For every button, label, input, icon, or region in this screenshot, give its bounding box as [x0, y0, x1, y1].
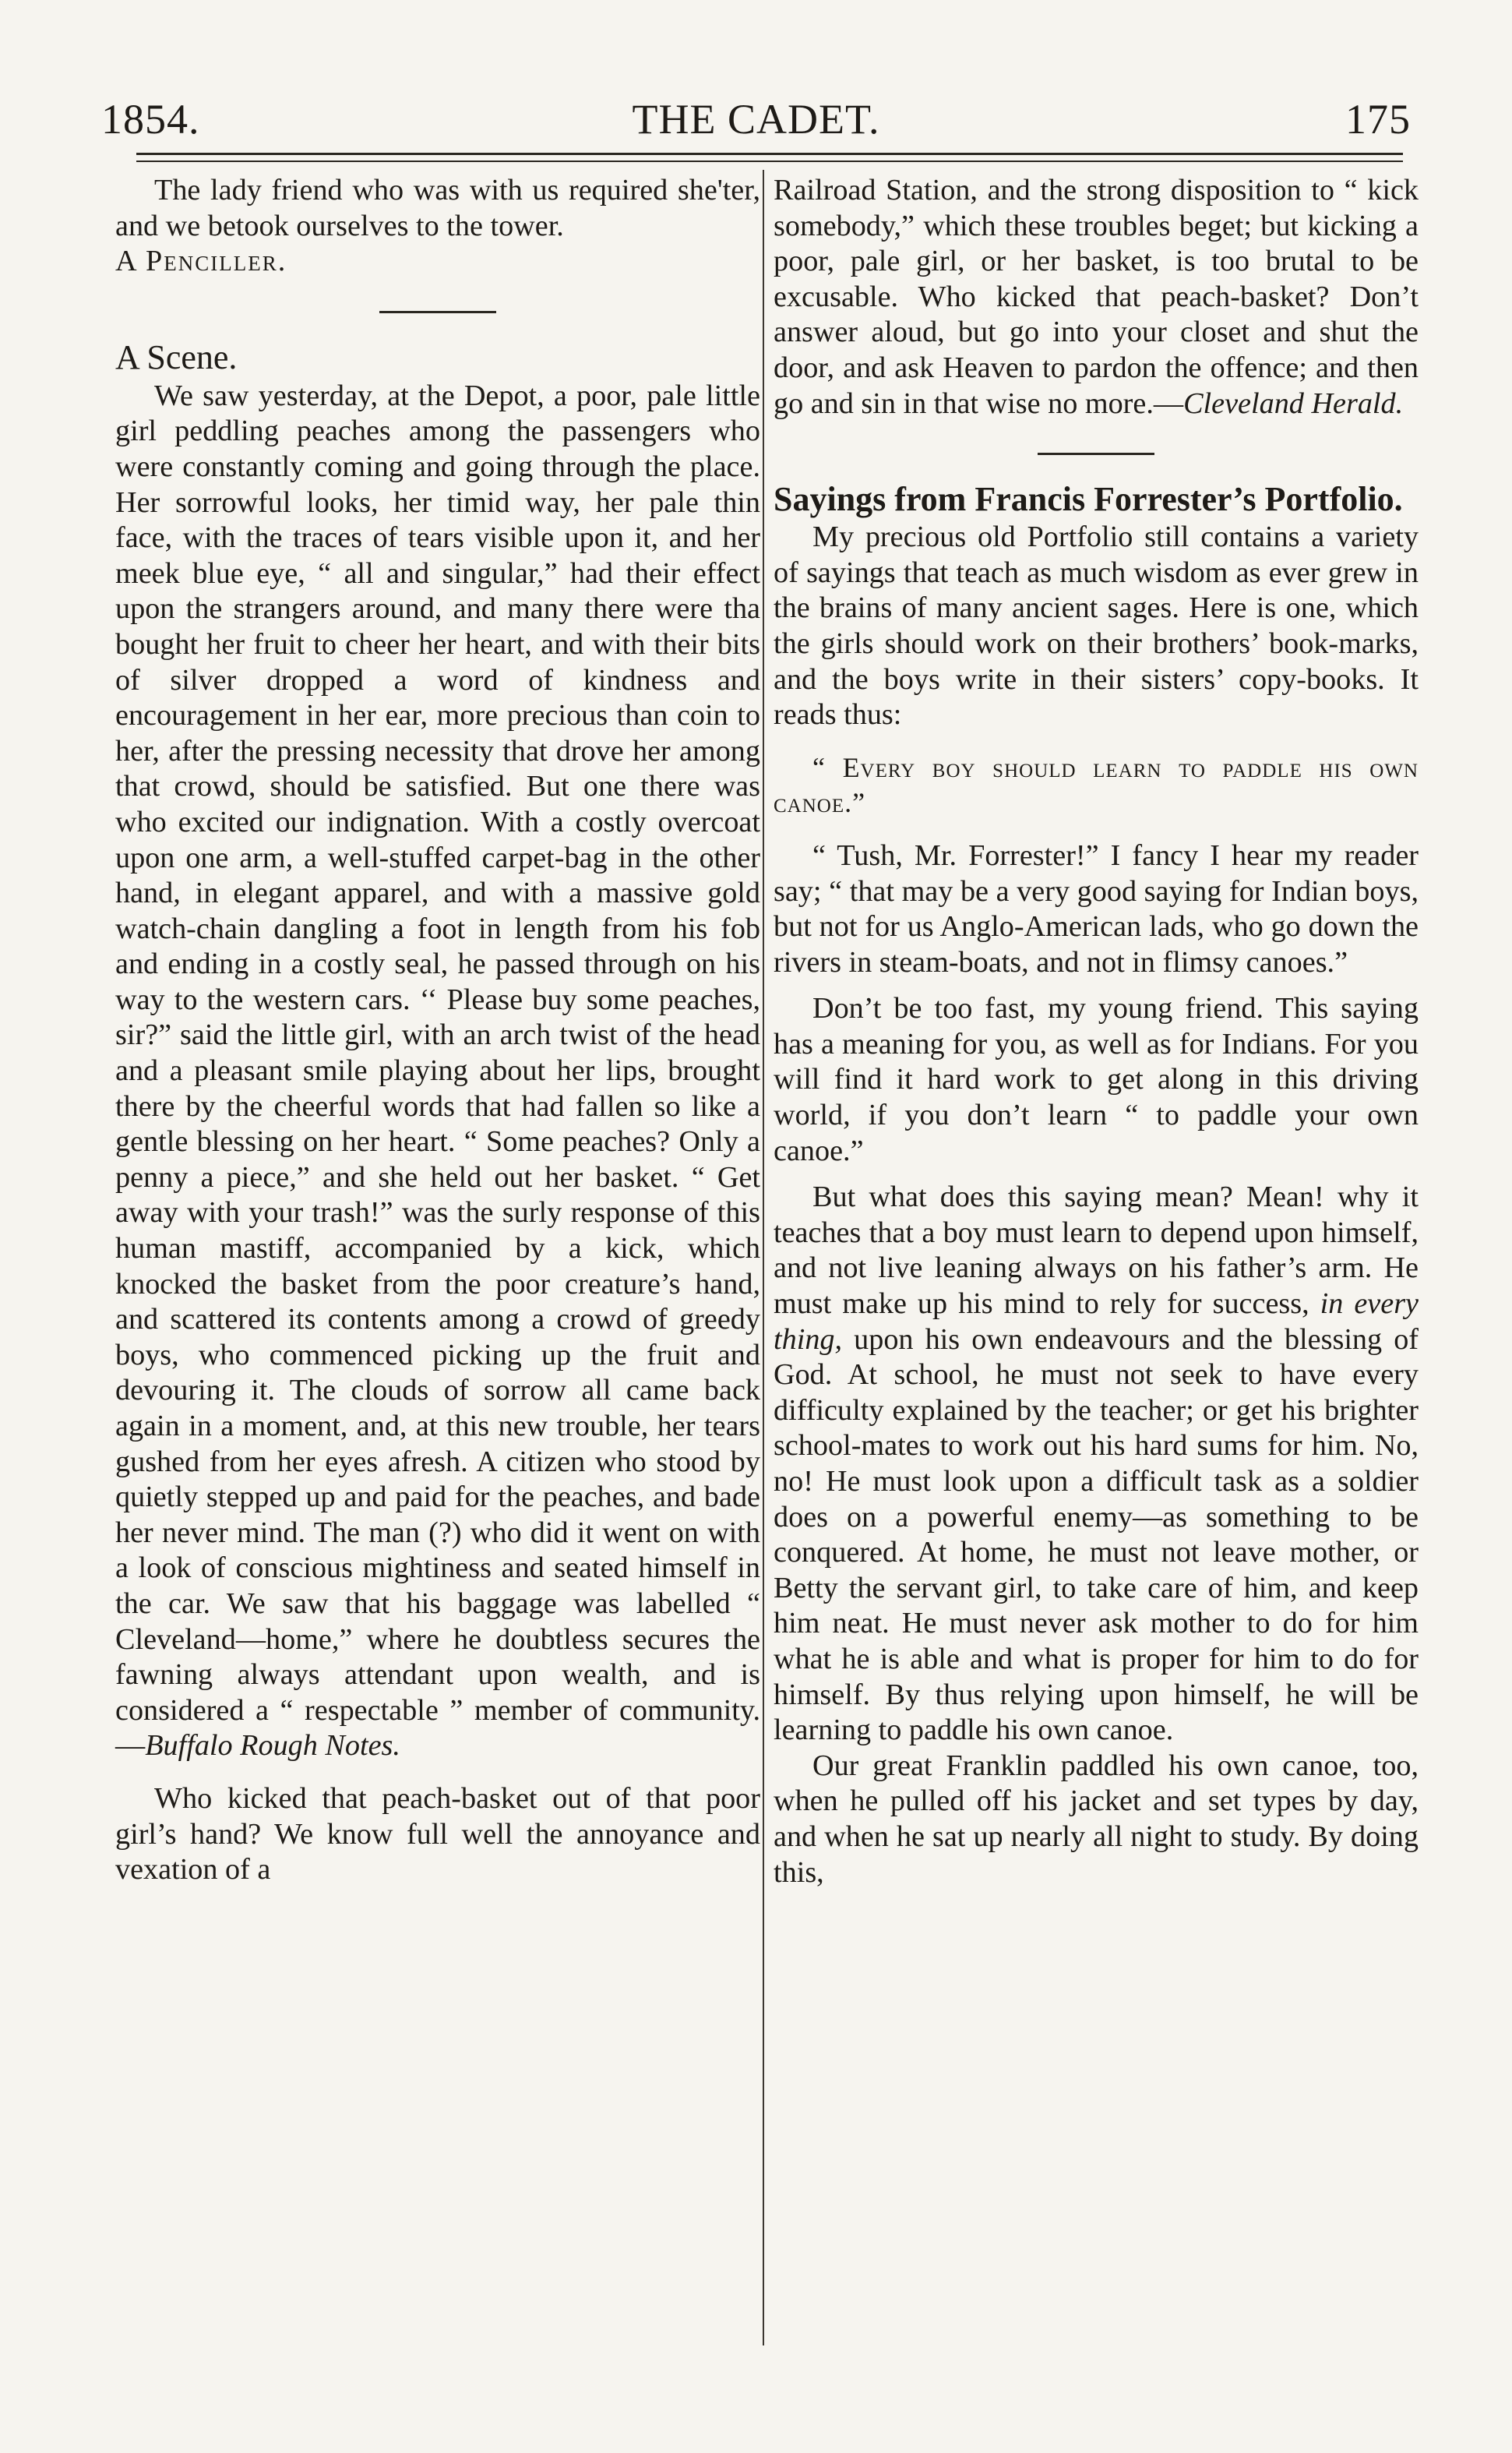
continuation-paragraph	[774, 173, 1419, 422]
sayings-paragraph-2: “ Tush, Mr. Forrester!” I fancy I hear my reader say; “ that may be a very good saying for Indian boys, but not for us Anglo-American lads, who go down the rivers in steam-boats, and not in flimsy canoes.”	[774, 838, 1419, 979]
section-rule-2	[1038, 453, 1154, 455]
scene-source: Buffalo Rough Notes.	[145, 1729, 400, 1763]
continuation-text: Railroad Station, and the strong disposition to “ kick somebody,” which these troubles beget; but kicking a poor, pale girl, or her basket, is too brutal to be excusable. Who kicked that peach-basket? Don’t answer aloud, but go into your closet and shut the door, and ask Heaven to pardon the offence; and then go and sin in that wise no more.—	[774, 174, 1419, 420]
sayings-heading: Sayings from Francis Forrester’s Portfolio.	[774, 480, 1403, 519]
motto: “ Every boy should learn to paddle his own canoe.”	[774, 751, 1419, 819]
section-rule	[379, 311, 496, 313]
header-rule	[136, 153, 1403, 162]
column-divider	[763, 170, 764, 2345]
scene-heading: A Scene.	[115, 337, 238, 376]
header-page-number: 175	[1345, 96, 1411, 143]
right-column	[774, 173, 1419, 1890]
scene-paragraph	[115, 379, 760, 1764]
sayings-p4-end: upon his own endeavours and the blessing of God. At school, he must not seek to have every difficulty explained by the teacher; or get his brighter school-mates to work out his hard sums for him. No, no! He must look upon a difficult task as a soldier does on a powerful enemy—as something to be conquered. At home, he must not leave mother, or Betty the servant girl, to take care of him, and keep him neat. He must never ask mother to do for him what he is able and what is proper for him to do for himself. By thus relying upon himself, he will be learning to paddle his own canoe.	[774, 1322, 1419, 1747]
sayings-p4-emphasis: in every thing,	[774, 1287, 1419, 1356]
opening-paragraph: The lady friend who was with us required she'ter, and we betook ourselves to the tower.	[115, 174, 760, 242]
sayings-paragraph-4	[774, 1180, 1419, 1749]
scene-body: We saw yesterday, at the Depot, a poor, pale little girl peddling peaches among the passengers who were constantly coming and going through the place. Her sorrowful looks, her timid way, her pale thin face, with the traces of tears visible upon it, and her meek blue eye, “ all and singular,” had their effect upon the strangers around, and many there were tha bought her fruit to cheer her heart, and with their bits of silver dropped a word of kindness and encouragement in her ear, more precious than coin to her, after the pressing necessity that drove her among that crowd, should be satisfied. But one there was who excited our indignation. With a costly overcoat upon one arm, a well-stuffed carpet-bag in the other hand, in elegant apparel, and with a massive gold watch-chain dangling a foot in length from his fob and ending in a costly seal, he passed through on his way to the western cars. ‘‘ Please buy some peaches, sir?” said the little girl, with an arch twist of the head and a pleasant smile playing about her lips, brought there by the cheerful words that had fallen so like a gentle blessing on her heart. “ Some peaches? Only a penny a piece,” and she held out her basket. “ Get away with your trash!” was the surly response of this human mastiff, accompanied by a kick, which knocked the basket from the poor creature’s hand, and scattered its contents among a crowd of greedy boys, who commenced picking up the fruit and devouring it. The clouds of sorrow all came back again in a moment, and, at this new trouble, her tears gushed from her eyes afresh. A citizen who stood by quietly stepped up and paid for the peaches, and bade her never mind. The man (?) who did it went on with a look of conscious mightiness and seated himself in the car. We saw that his baggage was labelled “ Cleveland—home,” where he doubtless secures the fawning always attendant upon wealth, and is considered a “ respectable ” member of community.—	[115, 379, 760, 1763]
signature: A Penciller.	[115, 245, 287, 278]
continuation-source: Cleveland Herald.	[1183, 386, 1404, 420]
left-column	[115, 173, 760, 1888]
running-head	[101, 92, 1411, 146]
header-year: 1854.	[101, 96, 200, 143]
sayings-paragraph-3: Don’t be too fast, my young friend. This saying has a meaning for you, as well as for Indians. For you will find it hard work to get along in this driving world, if you don’t learn “ to paddle your own canoe.”	[774, 992, 1419, 1167]
scene-tail-paragraph: Who kicked that peach-basket out of that poor girl’s hand? We know full well the annoyance and vexation of a	[115, 1781, 760, 1887]
header-title: THE CADET.	[632, 96, 880, 143]
sayings-paragraph-5: Our great Franklin paddled his own canoe, too, when he pulled off his jacket and set types by day, and when he sat up nearly all night to study. By doing this,	[774, 1749, 1419, 1889]
sayings-paragraph-1: My precious old Portfolio still contains a variety of sayings that teach as much wisdom as ever grew in the brains of many ancient sages. Here is one, which the girls should work on their brothers’ book-marks, and the boys write in their sisters’ copy-books. It reads thus:	[774, 521, 1419, 732]
sayings-p4-start: But what does this saying mean? Mean! why it teaches that a boy must learn to depend upon himself, and not live leaning always on his father’s arm. He must make up his mind to rely for success,	[774, 1181, 1419, 1321]
